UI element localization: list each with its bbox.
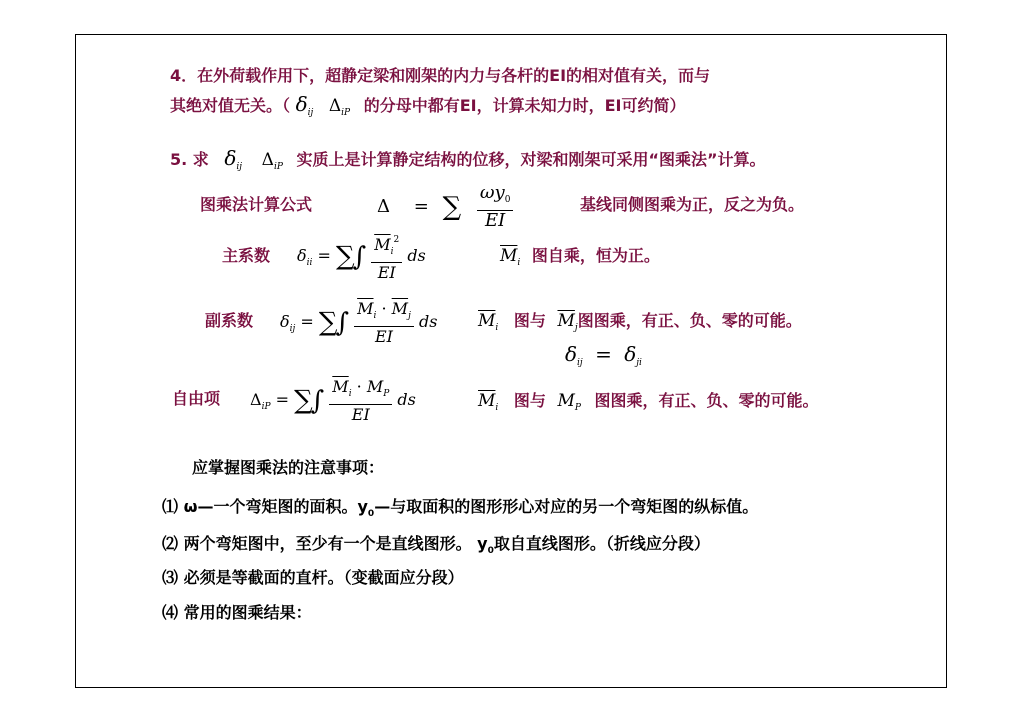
integral-sign: ∫ bbox=[335, 307, 350, 338]
sum-sign: ∑ bbox=[336, 241, 355, 272]
symmetry-equation: $\delta_{ij} = \delta_{ji}$ bbox=[565, 342, 642, 368]
p4-line1: 4．在外荷载作用下，超静定梁和刚架的内力与各杆的EI的相对值有关，而与 bbox=[170, 66, 711, 85]
free-term-label: 自由项 bbox=[172, 389, 221, 408]
delta-ij-symbol-2: $\delta_{ij}$ bbox=[224, 146, 243, 172]
p4-line2-end: 的分母中都有EI，计算未知力时，EI可约简） bbox=[363, 96, 686, 115]
main-coef-label: 主系数 bbox=[222, 246, 271, 265]
Delta-iP-symbol-2: $\Delta_{iP}$ bbox=[261, 150, 283, 172]
formula-equation bbox=[377, 183, 513, 231]
formula-fraction: $\frac{\omega y_0}{EI}$ bbox=[477, 183, 514, 231]
note-item-2: ⑵ 两个弯矩图中，至少有一个是直线图形。 $y_0$取自直线图形。（折线应分段） bbox=[162, 534, 710, 556]
note-item-3: ⑶ 必须是等截面的直杆。（变截面应分段） bbox=[162, 568, 464, 587]
formula-label: 图乘法计算公式 bbox=[200, 195, 313, 214]
p4-line2 bbox=[170, 94, 685, 123]
sub-coef-note: $\overline{M}_i$ 图与 $\overline{M}_j$图图乘，有正、负、零的可能。 bbox=[478, 311, 802, 333]
note-item-1: ⑴ ω—一个弯矩图的面积。$y_0—$与取面积的图形形心对应的另一个弯矩图的纵标值。 bbox=[162, 497, 759, 519]
sum-sign: ∑ bbox=[442, 192, 462, 222]
sum-sign: ∑ bbox=[318, 307, 338, 338]
formula-note: 基线同侧图乘为正，反之为负。 bbox=[580, 195, 805, 214]
sub-coef-formula: $\delta_{ij}$ = ∑∫ $\frac{\overline{M}_i \cdot \overline{M}_j}{EI}$ ds bbox=[280, 298, 438, 346]
integral-sign: ∫ bbox=[310, 385, 325, 416]
Delta-iP-symbol: $\Delta_{iP}$ bbox=[328, 96, 351, 118]
formula-eq: = bbox=[413, 196, 429, 217]
p4-line2-start: 其绝对值无关。（ bbox=[170, 96, 291, 115]
main-coef-formula: $\delta_{ii}$ = ∑∫ $\frac{\overline{M}_i^2}{EI}$ ds bbox=[297, 226, 426, 293]
main-coef-note: $\overline{M}_i$ 图自乘，恒为正。 bbox=[500, 246, 660, 268]
formula-lhs: Δ bbox=[377, 196, 390, 217]
sum-sign: ∑ bbox=[294, 385, 313, 416]
free-term-formula: $\Delta_{iP}$ = ∑∫ $\frac{\overline{M}_i \cdot M_P}{EI}$ ds bbox=[250, 376, 416, 424]
p5-prefix: 5. 求 bbox=[170, 150, 209, 169]
p5-text: 实质上是计算静定结构的位移，对梁和刚架可采用“图乘法”计算。 bbox=[296, 150, 766, 169]
delta-ij-symbol: $\delta_{ij}$ bbox=[295, 92, 314, 118]
p5-line bbox=[170, 148, 766, 177]
sub-coef-label: 副系数 bbox=[205, 311, 254, 330]
slide-frame bbox=[75, 34, 947, 688]
notes-heading: 应掌握图乘法的注意事项： bbox=[192, 458, 385, 477]
free-term-note: $\overline{M}_i$ 图与 $M_P$ 图图乘，有正、负、零的可能。 bbox=[478, 391, 819, 413]
integral-sign: ∫ bbox=[352, 241, 367, 272]
note-item-4: ⑷ 常用的图乘结果： bbox=[162, 603, 312, 622]
